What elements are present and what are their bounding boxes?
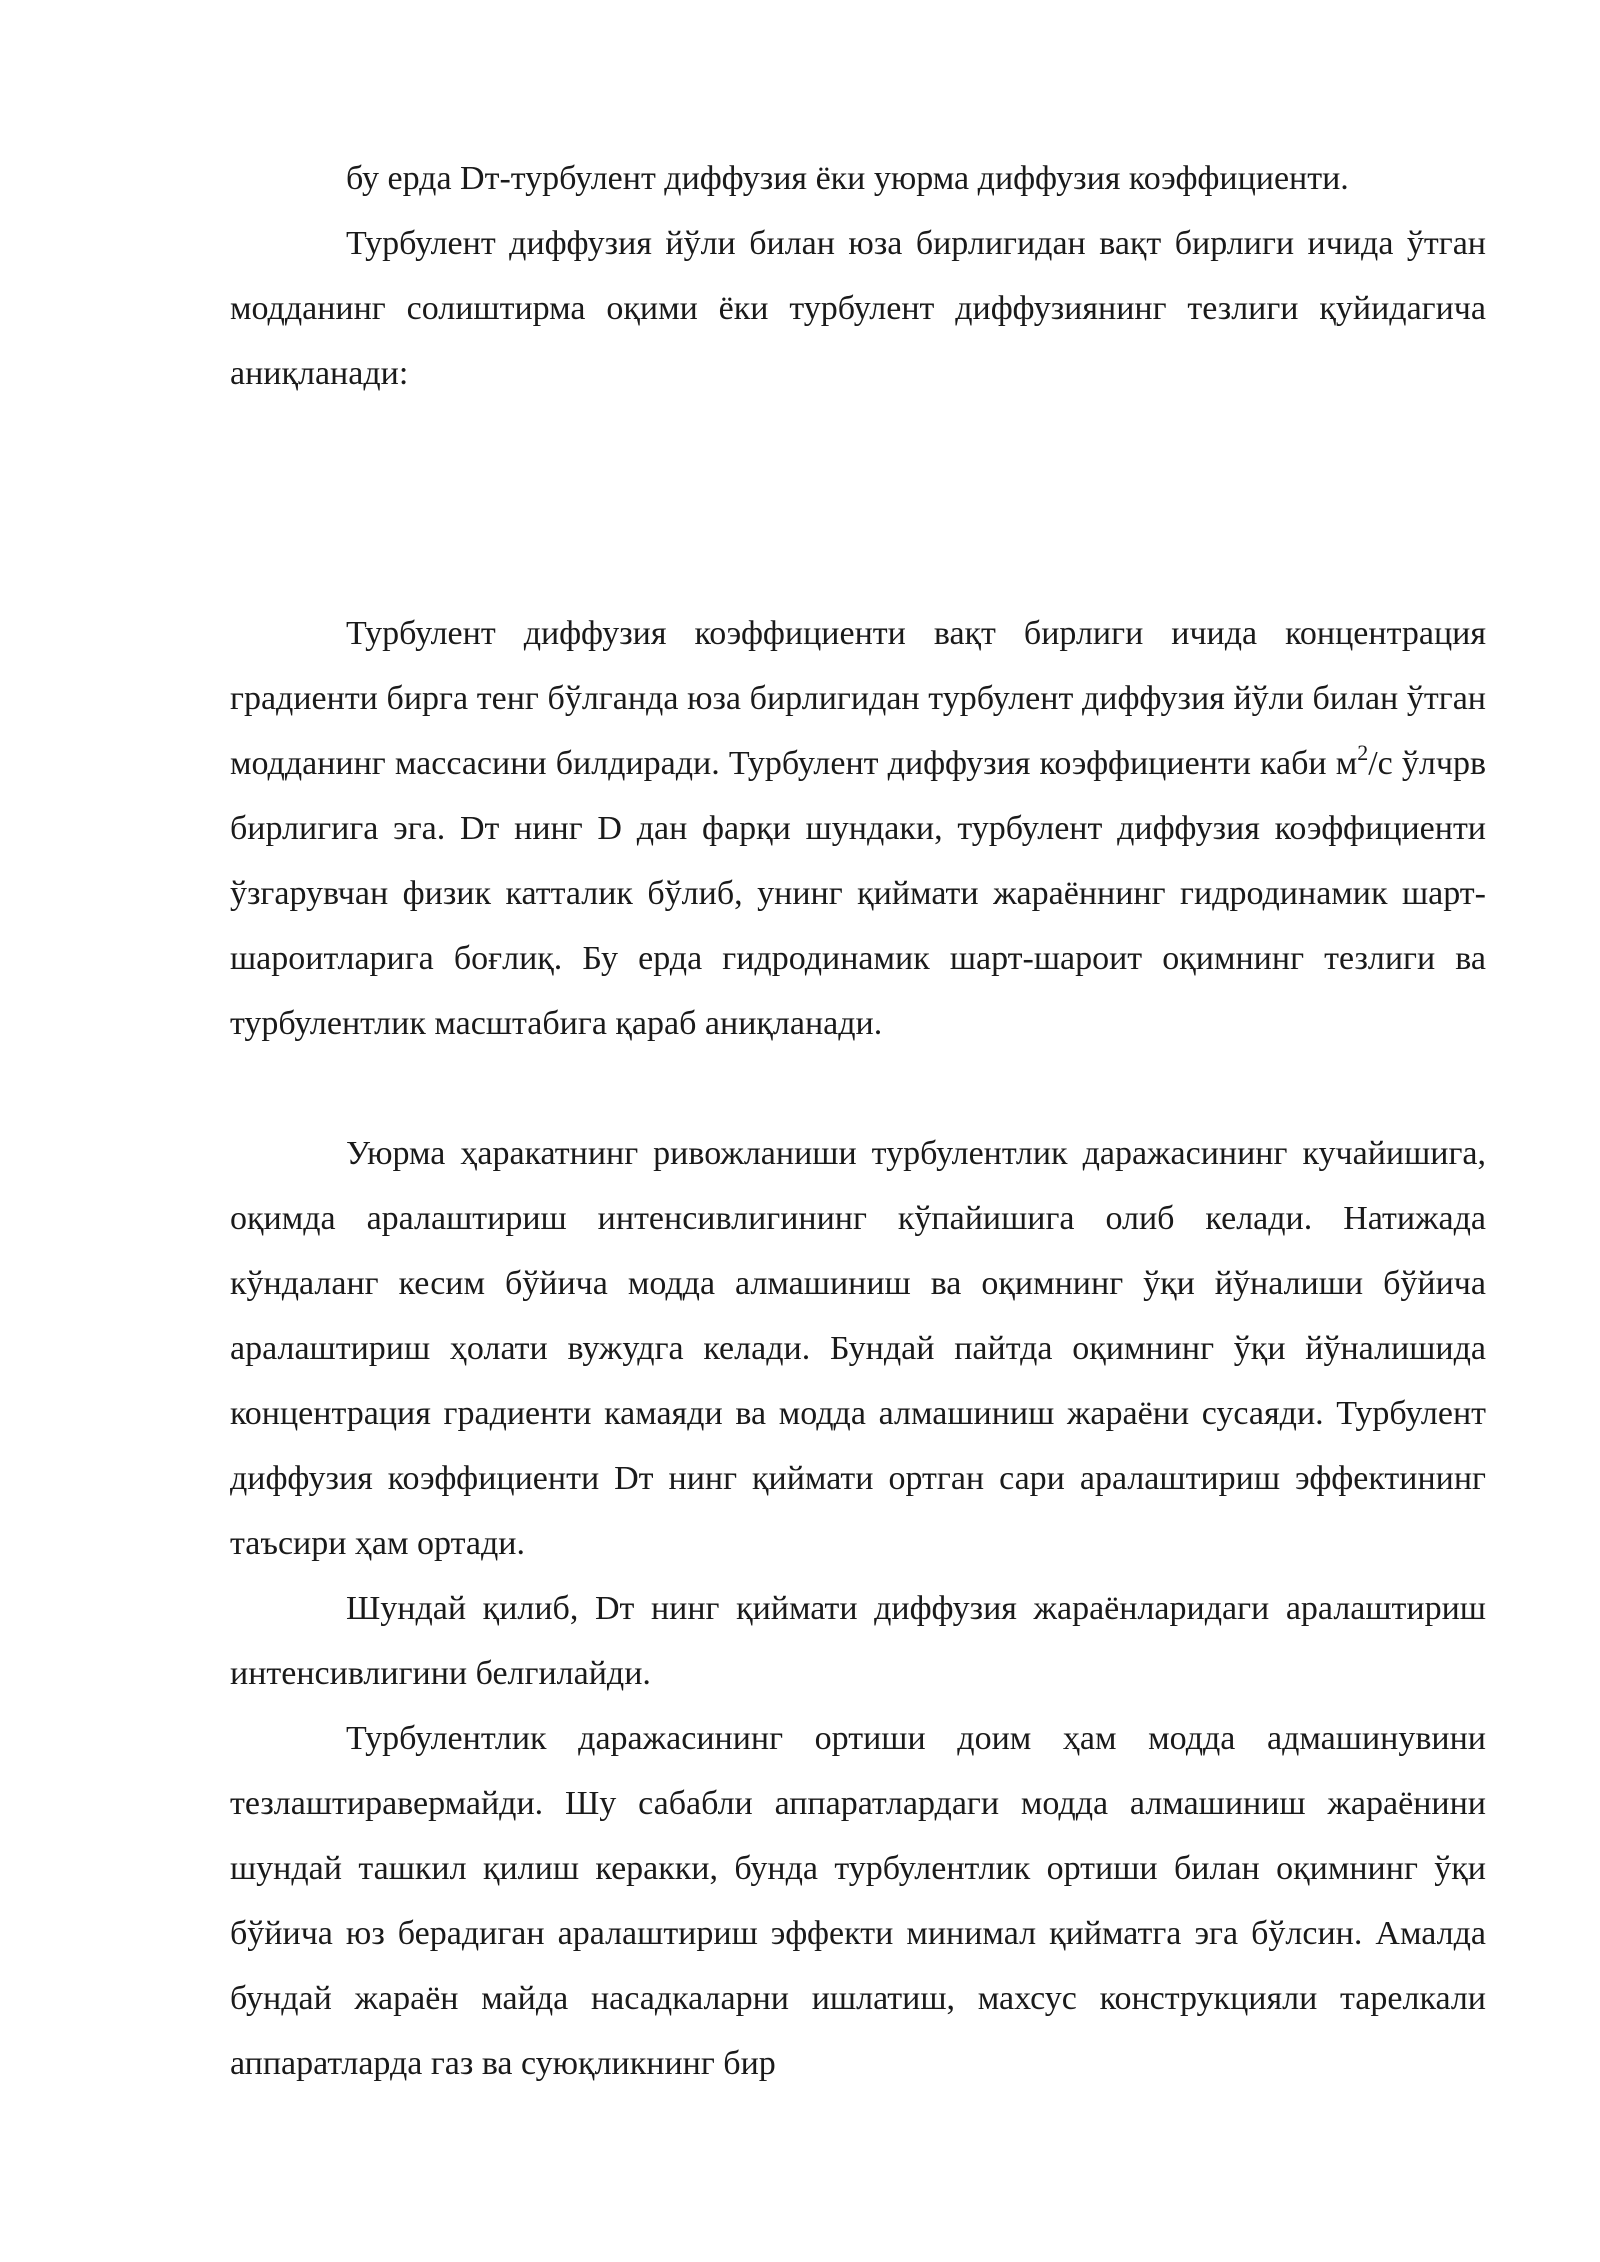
paragraph-vortex-motion: Уюрма ҳаракатнинг ривожланиши турбулентлик даражасининг кучайишига, оқимда аралаштириш интенсивлигининг кўпайишига олиб келади. Натижада кўндаланг кесим бўйича модда алмашиниш ва оқимнинг ўқи йўналиши бўйича аралаштириш ҳолати вужудга келади. Бундай пайтда оқимнинг ўқи йўналишида концентрация градиенти камаяди ва модда алмашиниш жараёни сусаяди. Турбулент диффузия коэффициенти Dт нинг қиймати ортган сари аралаштириш эффектининг таъсири ҳам ортади. — [230, 1135, 1486, 1562]
paragraph-text: Турбулент диффузия коэффициенти вақт бирлиги ичида концентрация градиенти бирга тенг бўлганда юза бирлигидан турбулент диффузия йўли билан ўтган модданинг массасини билдиради. Турбулент диффузия коэффициенти каби м — [230, 615, 1486, 782]
paragraph-dt-definition: бу ерда Dт-турбулент диффузия ёки уюрма диффузия коэффициенти. — [346, 160, 1349, 197]
paragraph-conclusion: Шундай қилиб, Dт нинг қиймати диффузия жараёнларидаги аралаштириш интенсивлигини белгилайди. — [230, 1590, 1486, 1692]
paragraph-text: /с ўлчрв бирлигига эга. Dт нинг D дан фарқи шундаки, турбулент диффузия коэффициенти ўзгарувчан физик катталик бўлиб, унинг қиймати жараённинг гидродинамик шарт-шароитларига боғлиқ. Бу ерда гидродинамик шарт-шароит оқимнинг тезлиги ва турбулентлик масштабига қараб аниқланади. — [230, 745, 1486, 1042]
formula-blank-area — [230, 406, 1486, 596]
paragraph-turbulence-level: Турбулентлик даражасининг ортиши доим ҳам модда адмашинувини тезлаштиравермайди. Шу сабабли аппаратлардаги модда алмашиниш жараёнини шундай ташкил қилиш керакки, бунда турбулентлик ортиши билан оқимнинг ўқи бўйича юз берадиган аралаштириш эффекти минимал қийматга эга бўлсин. Амалда бундай жараён майда насадкаларни ишлатиш, махсус конструкцияли тарелкали аппаратларда газ ва суюқликнинг бир — [230, 1720, 1486, 2082]
superscript: 2 — [1357, 739, 1369, 765]
paragraph-turbulent-flux: Турбулент диффузия йўли билан юза бирлигидан вақт бирлиги ичида ўтган модданинг солиштирма оқими ёки турбулент диффузиянинг тезлиги қуйидагича аниқланади: — [230, 225, 1486, 392]
paragraph-coefficient-meaning — [230, 601, 1486, 1056]
